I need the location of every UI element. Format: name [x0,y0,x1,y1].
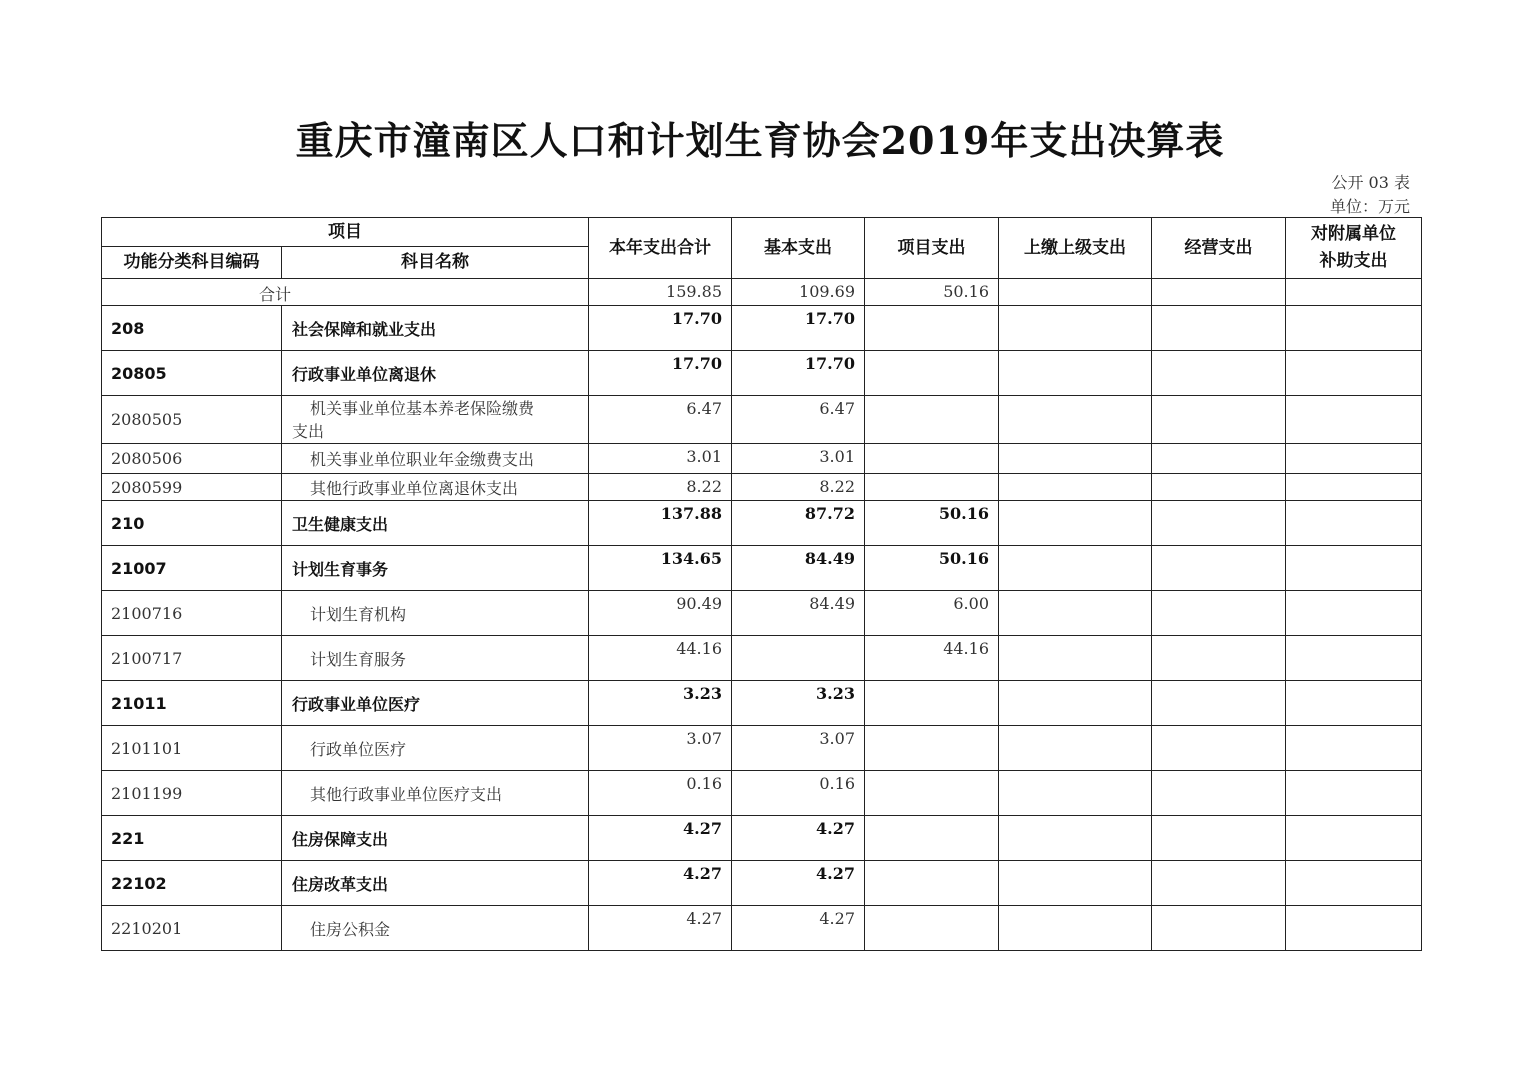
row-code: 20805 [102,351,282,396]
total-total: 159.85 [589,279,732,306]
row-project [865,771,999,816]
table-row [102,546,1422,591]
table-row [102,726,1422,771]
row-business [1152,396,1286,444]
table-row [102,474,1422,501]
row-upper [999,906,1152,951]
row-subsidy [1286,351,1422,396]
table-row-total [102,279,1422,306]
row-project [865,396,999,444]
row-basic [732,636,865,681]
row-subsidy [1286,726,1422,771]
row-total: 17.70 [589,351,732,396]
row-total: 17.70 [589,306,732,351]
row-business [1152,546,1286,591]
row-business [1152,351,1286,396]
row-upper [999,474,1152,501]
row-subsidy [1286,636,1422,681]
row-upper [999,636,1152,681]
row-business [1152,474,1286,501]
row-name: 机关事业单位职业年金缴费支出 [282,444,589,474]
row-name: 卫生健康支出 [282,501,589,546]
row-code: 21007 [102,546,282,591]
row-basic: 4.27 [732,816,865,861]
row-name: 其他行政事业单位医疗支出 [282,771,589,816]
table-row [102,306,1422,351]
row-name: 计划生育服务 [282,636,589,681]
row-name: 其他行政事业单位离退休支出 [282,474,589,501]
table-row [102,444,1422,474]
row-subsidy [1286,474,1422,501]
row-name: 行政事业单位医疗 [282,681,589,726]
row-code: 2101199 [102,771,282,816]
row-upper [999,546,1152,591]
row-name: 住房改革支出 [282,861,589,906]
row-basic: 84.49 [732,546,865,591]
row-total: 4.27 [589,906,732,951]
header-total: 本年支出合计 [589,218,732,279]
row-total: 8.22 [589,474,732,501]
row-code: 2101101 [102,726,282,771]
header-subsidy [1286,218,1422,279]
table-row [102,906,1422,951]
row-business [1152,444,1286,474]
table-row [102,591,1422,636]
row-name: 住房保障支出 [282,816,589,861]
row-total: 137.88 [589,501,732,546]
expenditure-table [101,217,1422,951]
row-project [865,306,999,351]
header-upper-level: 上缴上级支出 [999,218,1152,279]
header-project: 项目 [102,218,589,247]
row-upper [999,591,1152,636]
row-code: 2080506 [102,444,282,474]
row-subsidy [1286,501,1422,546]
row-name: 行政单位医疗 [282,726,589,771]
row-project [865,906,999,951]
row-business [1152,726,1286,771]
row-basic: 3.07 [732,726,865,771]
total-subsidy [1286,279,1422,306]
header-name: 科目名称 [282,247,589,279]
row-project [865,444,999,474]
row-basic: 17.70 [732,306,865,351]
total-upper [999,279,1152,306]
row-business [1152,771,1286,816]
row-total: 4.27 [589,861,732,906]
row-basic: 84.49 [732,591,865,636]
row-project [865,861,999,906]
header-project-expenditure: 项目支出 [865,218,999,279]
row-business [1152,306,1286,351]
row-total: 3.07 [589,726,732,771]
table-row [102,636,1422,681]
row-code: 210 [102,501,282,546]
row-business [1152,501,1286,546]
row-total: 134.65 [589,546,732,591]
row-name-line2: 支出 [292,421,325,441]
row-basic: 3.01 [732,444,865,474]
row-project: 44.16 [865,636,999,681]
page-title: 重庆市潼南区人口和计划生育协会2019年支出决算表 [295,118,1225,163]
row-basic: 8.22 [732,474,865,501]
row-code: 2080599 [102,474,282,501]
header-basic: 基本支出 [732,218,865,279]
table-row [102,816,1422,861]
header-code: 功能分类科目编码 [102,247,282,279]
header-subsidy-line2: 补助支出 [1319,251,1388,271]
row-code: 22102 [102,861,282,906]
table-number: 公开 03 表 [1331,173,1410,192]
row-subsidy [1286,396,1422,444]
row-basic: 3.23 [732,681,865,726]
row-code: 21011 [102,681,282,726]
total-project: 50.16 [865,279,999,306]
row-project [865,474,999,501]
row-subsidy [1286,444,1422,474]
row-total: 6.47 [589,396,732,444]
row-project: 50.16 [865,546,999,591]
row-total: 4.27 [589,816,732,861]
row-name: 计划生育事务 [282,546,589,591]
row-subsidy [1286,906,1422,951]
row-name: 住房公积金 [282,906,589,951]
row-subsidy [1286,861,1422,906]
header-subsidy-line1: 对附属单位 [1311,224,1396,244]
row-subsidy [1286,546,1422,591]
row-business [1152,906,1286,951]
table-row [102,681,1422,726]
table-row [102,501,1422,546]
row-upper [999,771,1152,816]
row-subsidy [1286,771,1422,816]
row-upper [999,306,1152,351]
row-upper [999,501,1152,546]
row-basic: 4.27 [732,861,865,906]
row-name-line1: 机关事业单位基本养老保险缴费 [310,398,535,418]
total-label: 合计 [102,279,589,306]
row-name: 行政事业单位离退休 [282,351,589,396]
row-name: 计划生育机构 [282,591,589,636]
row-business [1152,591,1286,636]
row-subsidy [1286,816,1422,861]
row-upper [999,444,1152,474]
row-subsidy [1286,591,1422,636]
row-project [865,351,999,396]
row-basic: 17.70 [732,351,865,396]
total-basic: 109.69 [732,279,865,306]
row-total: 44.16 [589,636,732,681]
row-business [1152,861,1286,906]
row-total: 3.01 [589,444,732,474]
row-code: 2100717 [102,636,282,681]
table-row [102,396,1422,444]
row-project [865,681,999,726]
row-business [1152,681,1286,726]
row-basic: 4.27 [732,906,865,951]
row-project: 6.00 [865,591,999,636]
unit-label: 单位：万元 [1329,197,1410,216]
row-upper [999,351,1152,396]
row-upper [999,726,1152,771]
row-upper [999,396,1152,444]
table-row [102,351,1422,396]
row-code: 208 [102,306,282,351]
row-basic: 87.72 [732,501,865,546]
row-upper [999,861,1152,906]
row-upper [999,816,1152,861]
row-project: 50.16 [865,501,999,546]
row-basic: 0.16 [732,771,865,816]
row-business [1152,636,1286,681]
row-code: 2210201 [102,906,282,951]
row-business [1152,816,1286,861]
row-code: 2080505 [102,396,282,444]
row-subsidy [1286,681,1422,726]
total-business [1152,279,1286,306]
row-total: 0.16 [589,771,732,816]
row-project [865,816,999,861]
row-subsidy [1286,306,1422,351]
row-basic: 6.47 [732,396,865,444]
table-row [102,771,1422,816]
row-total: 3.23 [589,681,732,726]
header-business: 经营支出 [1152,218,1286,279]
row-code: 221 [102,816,282,861]
row-project [865,726,999,771]
row-name [282,396,589,444]
table-row [102,861,1422,906]
row-code: 2100716 [102,591,282,636]
row-name: 社会保障和就业支出 [282,306,589,351]
row-upper [999,681,1152,726]
row-total: 90.49 [589,591,732,636]
